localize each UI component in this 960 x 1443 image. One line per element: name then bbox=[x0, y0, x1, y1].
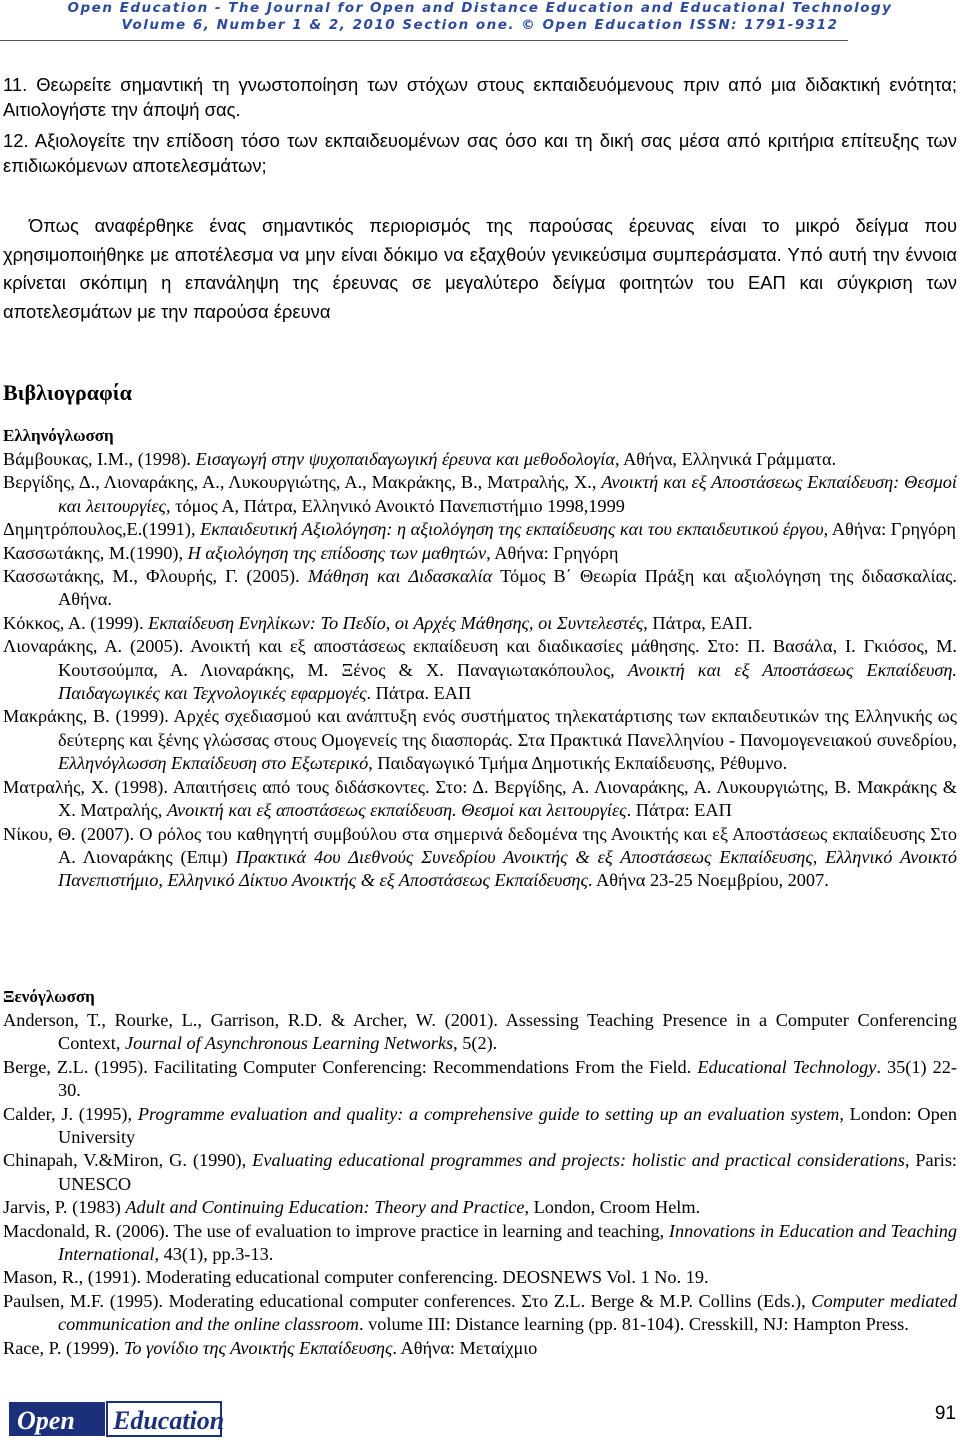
reference-text: Κόκκος, Α. (1999). bbox=[3, 612, 149, 633]
reference-entry bbox=[3, 518, 957, 541]
reference-text: , 43(1), pp.3-13. bbox=[154, 1244, 274, 1265]
foreign-references-heading: Ξενόγλωσση bbox=[3, 987, 95, 1006]
reference-text: Macdonald, R. (2006). The use of evaluation to improve practice in learning and teaching, bbox=[3, 1220, 669, 1241]
reference-title: Adult and Continuing Education: Theory and Practice bbox=[125, 1197, 525, 1218]
header-divider bbox=[0, 40, 848, 41]
reference-text: Calder, J. (1995), bbox=[3, 1103, 138, 1124]
reference-entry bbox=[3, 565, 957, 612]
reference-entry bbox=[3, 1149, 957, 1196]
reference-text: Μακράκης, Β. (1999). Αρχές σχεδιασμού και ανάπτυξη ενός συστήματος τηλεκατάρτισης των εκπαιδευτικών της Ελληνικής ως δεύτερης και ξένης γλώσσας στους Ομογενείς της διασποράς. Στα Πρακτικά Πανελληνίου - Πανομογενειακού συνεδρίου, bbox=[3, 706, 957, 750]
reference-entry bbox=[3, 823, 957, 893]
reference-text: , London: Open University bbox=[58, 1103, 957, 1148]
reference-entry bbox=[3, 1056, 957, 1103]
question-11: 11. Θεωρείτε σημαντική τη γνωστοποίηση των στόχων στους εκπαιδευόμενους πριν από μια διδακτική ενότητα; Αιτιολογήστε την άποψή σας. bbox=[3, 74, 957, 120]
reference-title: Το γονίδιο της Ανοικτής Εκπαίδευσης bbox=[123, 1337, 393, 1358]
reference-entry bbox=[3, 471, 957, 518]
reference-title: Computer mediated communication and the online classroom bbox=[58, 1290, 957, 1335]
reference-entry bbox=[3, 1103, 957, 1150]
reference-title: Η αξιολόγηση της επίδοσης των μαθητών bbox=[187, 542, 487, 563]
reference-title: Εκπαιδευτική Αξιολόγηση: η αξιολόγηση της εκπαίδευσης και του εκπαιδευτικού έργου bbox=[200, 519, 824, 540]
reference-entry bbox=[3, 612, 957, 635]
greek-references-heading: Ελληνόγλωσση bbox=[3, 426, 114, 445]
reference-title: Educational Technology bbox=[697, 1056, 877, 1077]
reference-title: Ανοικτή και εξ Αποστάσεως Εκπαίδευση: Θεσμοί και λειτουργίες bbox=[58, 472, 957, 516]
reference-title: Μάθηση και Διδασκαλία bbox=[307, 566, 493, 587]
reference-entry bbox=[3, 1266, 957, 1289]
reference-text: , 5(2). bbox=[453, 1033, 498, 1054]
reference-entry bbox=[3, 1196, 957, 1219]
reference-text: Ματραλής, Χ. (1998). Απαιτήσεις από τους διδάσκοντες. Στο: Δ. Βεργίδης, Α. Λιοναράκης, Α. Λυκουργιώτης, Β. Μακράκης & Χ. Ματραλής, bbox=[3, 776, 957, 821]
reference-text: Berge, Z.L. (1995). Facilitating Computer Conferencing: Recommendations From the Field. bbox=[3, 1056, 698, 1077]
reference-title: Ελληνόγλωσση Εκπαίδευση στο Εξωτερικό bbox=[58, 753, 369, 774]
reference-entry bbox=[3, 1220, 957, 1267]
reference-text: , Αθήνα: Γρηγόρη bbox=[486, 542, 619, 563]
reference-text: Jarvis, P. (1983) bbox=[3, 1197, 126, 1218]
logo-word-education: Education bbox=[113, 1406, 225, 1435]
reference-text: Paulsen, M.F. (1995). Moderating educational computer conferences. Στο Z.L. Berge & M.P. Collins (Eds.), bbox=[3, 1290, 812, 1311]
reference-entry bbox=[3, 1009, 957, 1056]
reference-text: Δημητρόπουλος,Ε.(1991), bbox=[3, 519, 201, 540]
reference-entry bbox=[3, 1290, 957, 1337]
reference-text: Chinapah, V.&Miron, G. (1990), bbox=[3, 1150, 253, 1171]
reference-title: Journal of Asynchronous Learning Networks bbox=[125, 1033, 454, 1054]
reference-text: Λιοναράκης, Α. (2005). Ανοικτή και εξ αποστάσεως εκπαίδευση και διαδικασίες μάθησης. Στο: Π. Βασάλα, Ι. Γκιόσος, Μ. Κουτσούμπα, Α. Λιοναράκης, Μ. Ξένος & Χ. Παναγιωτακόπουλος, bbox=[3, 636, 957, 680]
reference-text: , Παιδαγωγικό Τμήμα Δημοτικής Εκπαίδευσης, Ρέθυμνο. bbox=[368, 753, 788, 774]
open-education-logo bbox=[5, 1398, 225, 1440]
greek-references-list bbox=[3, 448, 957, 893]
reference-title: Ανοικτή και εξ αποστάσεως εκπαίδευση. Θεσμοί και λειτουργίες bbox=[166, 800, 627, 821]
reference-title: Εισαγωγή στην ψυχοπαιδαγωγική έρευνα και μεθοδολογία bbox=[195, 449, 615, 469]
logo-word-open: Open bbox=[17, 1406, 75, 1435]
reference-title: Evaluating educational programmes and projects: holistic and practical considerations bbox=[252, 1150, 905, 1171]
question-12: 12. Αξιολογείτε την επίδοση τόσο των εκπαιδευομένων σας όσο και τη δική σας μέσα από κριτήρια επίτευξης των επιδιωκόμενων αποτελεσμάτων; bbox=[3, 130, 957, 176]
reference-text: , τόμος Α, Πάτρα, Ελληνικό Ανοικτό Πανεπιστήμιο 1998,1999 bbox=[165, 495, 625, 516]
reference-text: Mason, R., (1991). Moderating educational computer conferencing. DEOSNEWS Vol. 1 No. 19. bbox=[3, 1267, 709, 1288]
reference-text: Βάμβουκας, Ι.Μ., (1998). bbox=[3, 449, 196, 469]
reference-text: , Αθήνα, Ελληνικά Γράμματα. bbox=[614, 449, 837, 469]
reference-text: Τόμος Β΄ Θεωρία Πράξη και αξιολόγηση της διδασκαλίας. Αθήνα. bbox=[58, 566, 957, 610]
bibliography-heading: Βιβλιογραφία bbox=[3, 380, 132, 405]
reference-text: , Paris: UNESCO bbox=[58, 1150, 958, 1194]
page-number: 91 bbox=[934, 1403, 956, 1424]
reference-text: . Πάτρα: ΕΑΠ bbox=[626, 800, 732, 821]
reference-entry bbox=[3, 448, 957, 471]
reference-text: , London, Croom Helm. bbox=[524, 1197, 701, 1218]
reference-text: . Πάτρα. ΕΑΠ bbox=[366, 683, 472, 704]
reference-entry bbox=[3, 776, 957, 823]
reference-entry bbox=[3, 542, 957, 565]
reference-entry bbox=[3, 635, 957, 705]
reference-title: Εκπαίδευση Ενηλίκων: Το Πεδίο, οι Αρχές Μάθησης, οι Συντελεστές bbox=[148, 612, 644, 633]
reference-text: Βεργίδης, Δ., Λιοναράκης, Α., Λυκουργιώτης, Α., Μακράκης, Β., Ματραλής, Χ., bbox=[3, 472, 602, 493]
reference-text: . volume III: Distance learning (pp. 81-104). Cresskill, NJ: Hampton Press. bbox=[358, 1314, 909, 1335]
journal-header-volume: Volume 6, Number 1 & 2, 2010 Section one. © Open Education ISSN: 1791-9312 bbox=[121, 17, 839, 33]
reference-title: Innovations in Education and Teaching International bbox=[58, 1220, 957, 1265]
reference-text: . Αθήνα 23-25 Νοεμβρίου, 2007. bbox=[587, 870, 829, 891]
reference-text: Κασσωτάκης, Μ., Φλουρής, Γ. (2005). bbox=[3, 566, 308, 587]
reference-text: Νίκου, Θ. (2007). Ο ρόλος του καθηγητή συμβούλου στα σημερινά δεδομένα της Ανοικτής και εξ Αποστάσεως εκπαίδευσης Στο Α. Λιοναράκης (Επιμ) bbox=[3, 823, 957, 867]
reference-text: Anderson, T., Rourke, L., Garrison, R.D. & Archer, W. (2001). Assessing Teaching Presence in a Computer Conferencing Context, bbox=[3, 1010, 957, 1054]
reference-text: . 35(1) 22-30. bbox=[58, 1056, 958, 1101]
reference-text: . Αθήνα: Μεταίχμιο bbox=[392, 1337, 538, 1358]
foreign-references-list bbox=[3, 1009, 957, 1360]
reference-text: Race, P. (1999). bbox=[3, 1337, 124, 1358]
reference-title: Programme evaluation and quality: a comprehensive guide to setting up an evaluation system bbox=[137, 1103, 840, 1124]
reference-text: Κασσωτάκης, Μ.(1990), bbox=[3, 542, 188, 563]
reference-text: , Αθήνα: Γρηγόρη bbox=[823, 519, 956, 540]
reference-text: , Πάτρα, ΕΑΠ. bbox=[643, 612, 753, 633]
journal-header-title: Open Education - The Journal for Open and Distance Education and Educational Technology bbox=[67, 0, 893, 16]
reference-entry bbox=[3, 1337, 957, 1360]
reference-entry bbox=[3, 705, 957, 775]
reference-title: Πρακτικά 4ου Διεθνούς Συνεδρίου Ανοικτής & εξ Αποστάσεως Εκπαίδευσης, Ελληνικό Ανοικτό Πανεπιστήμιο, Ελληνικό Δίκτυο Ανοικτής & εξ Αποστάσεως Εκπαίδευσης bbox=[58, 846, 957, 891]
reference-title: Ανοικτή και εξ Αποστάσεως Εκπαίδευση. Παιδαγωγικές και Τεχνολογικές εφαρμογές bbox=[58, 659, 957, 704]
limitation-paragraph: Όπως αναφέρθηκε ένας σημαντικός περιορισμός της παρούσας έρευνας είναι το μικρό δείγμα που χρησιμοποιήθηκε με αποτέλεσμα να μην είναι δόκιμο να εξαχθούν γενικεύσιμα συμπεράσματα. Υπό αυτή την έννοια κρίνεται σκόπιμη η επανάληψη της έρευνας σε μεγαλύτερο δείγμα φοιτητών του ΕΑΠ και σύγκριση των αποτελεσμάτων με την παρούσα έρευνα bbox=[3, 215, 957, 322]
